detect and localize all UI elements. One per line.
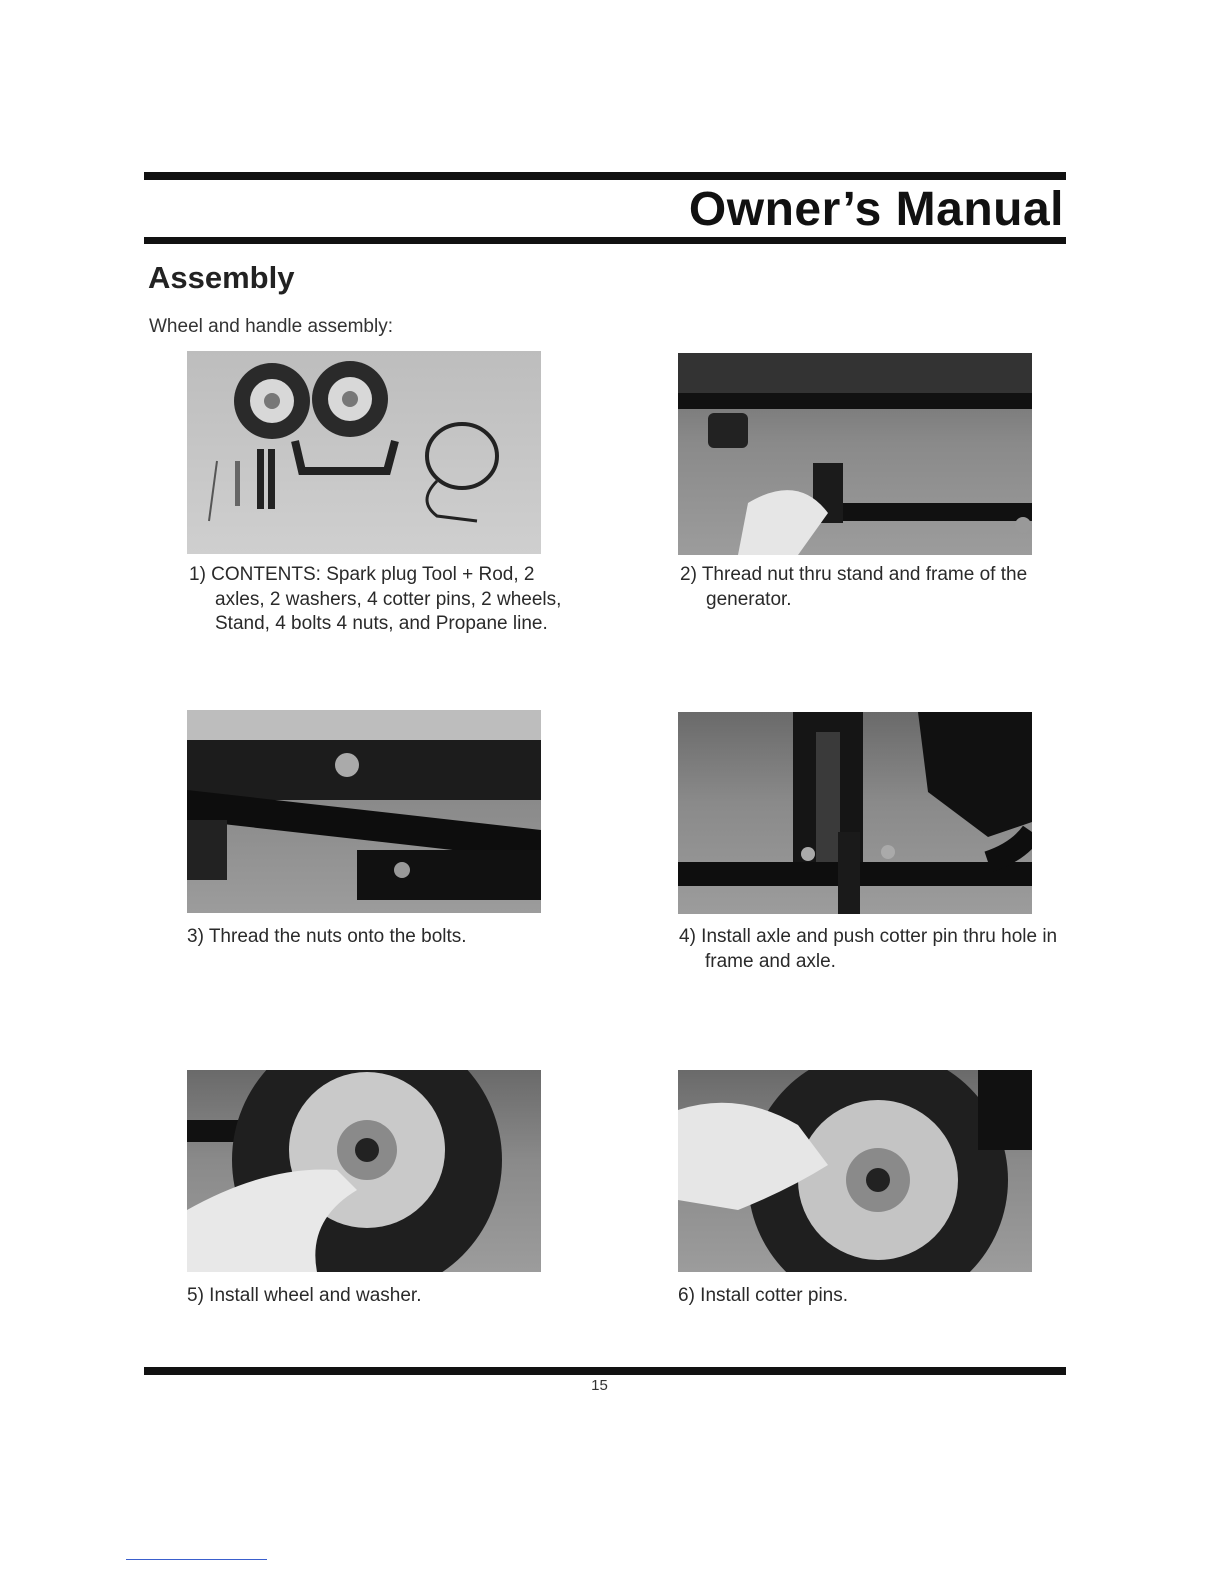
footer-rule (144, 1367, 1066, 1375)
page-number: 15 (591, 1377, 608, 1394)
section-heading: Assembly (148, 260, 295, 295)
header-top-rule (144, 172, 1066, 180)
intro-text: Wheel and handle assembly: (149, 316, 393, 337)
step-caption: 2) Thread nut thru stand and frame of the generator. (680, 564, 1028, 610)
step-caption: 6) Install cotter pins. (678, 1285, 849, 1306)
footnote-rule (126, 1559, 267, 1560)
photo-contents (187, 351, 541, 554)
step-caption: 4) Install axle and push cotter pin thru hole in frame and axle. (679, 926, 1058, 972)
photo-axle-cotter (678, 712, 1032, 914)
step-caption: 3) Thread the nuts onto the bolts. (187, 926, 467, 947)
manual-title: Owner’s Manual (688, 183, 1064, 236)
photo-stand-frame (678, 353, 1032, 555)
header-bottom-rule (144, 237, 1066, 244)
step-caption: 5) Install wheel and washer. (187, 1285, 422, 1306)
step-caption: 1) CONTENTS: Spark plug Tool + Rod, 2 axles, 2 washers, 4 cotter pins, 2 wheels, Stand, 4 bolts 4 nuts, and Propane line. (189, 564, 562, 634)
photo-nuts-bolts (187, 710, 541, 913)
photo-cotter-pins (678, 1070, 1032, 1272)
photo-wheel-washer (187, 1070, 541, 1272)
